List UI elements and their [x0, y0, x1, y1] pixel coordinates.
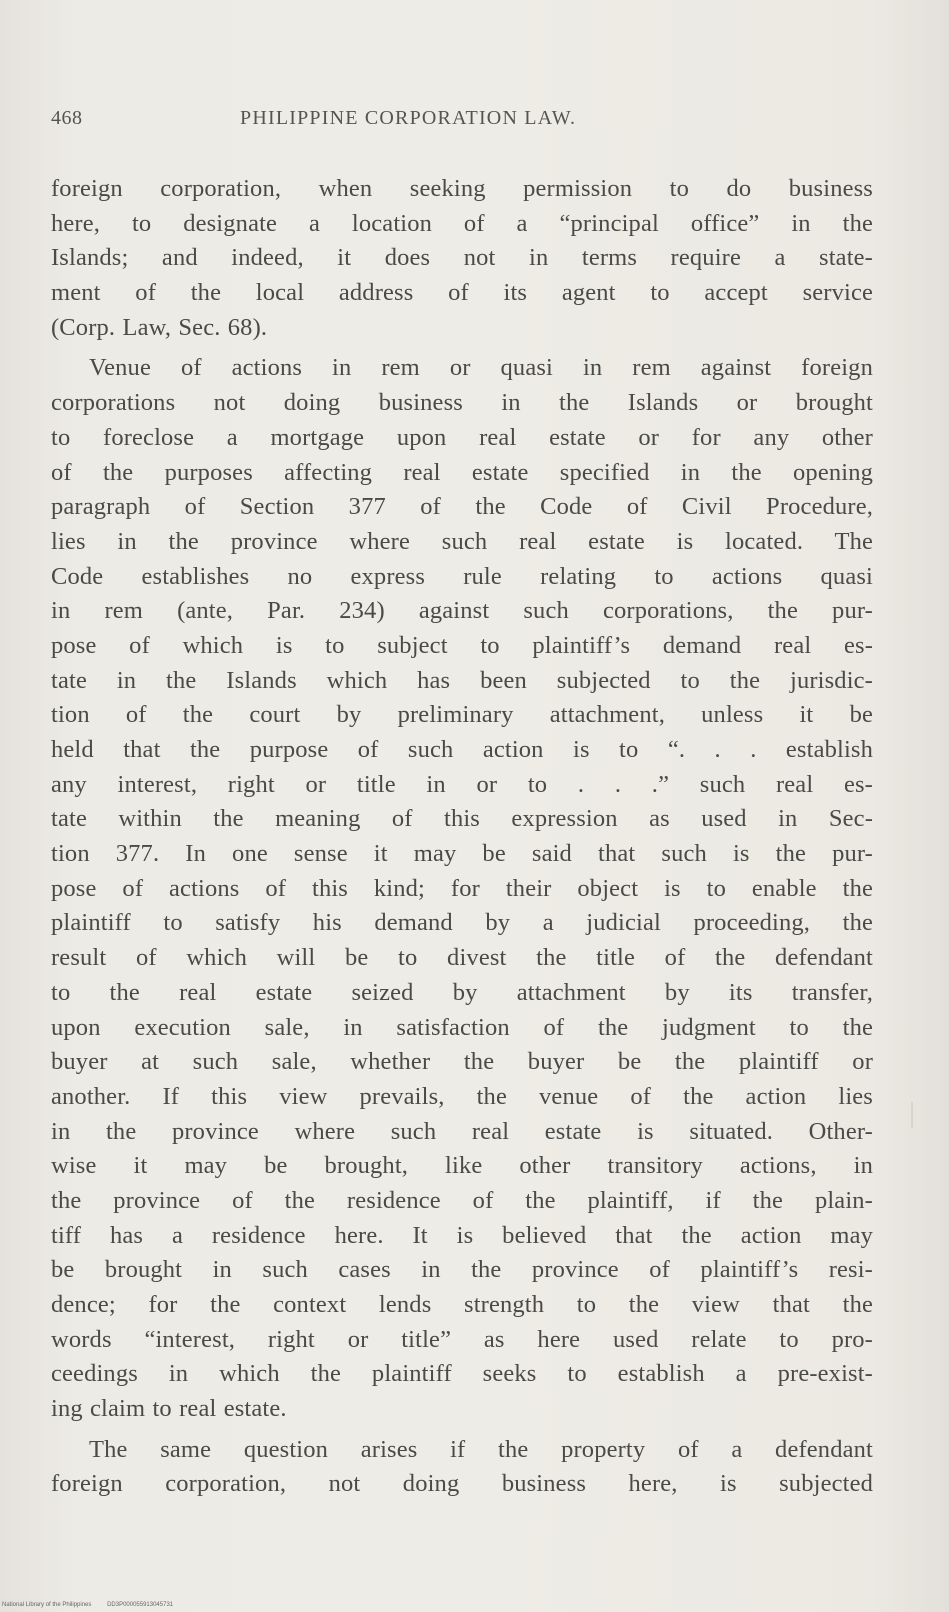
text-line: plaintiff to satisfy his demand by a judicial proceeding, the: [51, 909, 873, 937]
text-line: Venue of actions in rem or quasi in rem against foreign: [89, 354, 873, 382]
text-line: foreign corporation, when seeking permission to do business: [51, 175, 873, 202]
scan-artifact: [911, 1102, 913, 1128]
text-line: upon execution sale, in satisfaction of the judgment to the: [51, 1013, 873, 1041]
text-line: words “interest, right or title” as here used relate to pro-: [51, 1325, 873, 1353]
text-line: here, to designate a location of a “principal office” in the: [51, 209, 873, 237]
text-line: the province of the residence of the plaintiff, if the plain-: [51, 1186, 873, 1214]
text-line: tate in the Islands which has been subjected to the jurisdic-: [51, 666, 873, 694]
page-number: 468: [51, 107, 83, 129]
paragraph-3: [51, 1433, 873, 1502]
text-line: in rem (ante, Par. 234) against such corporations, the pur-: [51, 597, 873, 625]
body-text: [51, 172, 873, 1502]
text-line: Islands; and indeed, it does not in terms require a state-: [51, 244, 873, 272]
text-line: paragraph of Section 377 of the Code of Civil Procedure,: [51, 493, 873, 521]
text-line: tion of the court by preliminary attachment, unless it be: [51, 701, 873, 729]
text-line: dence; for the context lends strength to the view that the: [51, 1291, 873, 1318]
text-line: ceedings in which the plaintiff seeks to establish a pre-exist-: [51, 1360, 873, 1388]
text-line: another. If this view prevails, the venue of the action lies: [51, 1082, 873, 1110]
text-line: to the real estate seized by attachment by its transfer,: [51, 978, 873, 1006]
text-line: Code establishes no express rule relating to actions quasi: [51, 562, 873, 590]
scan-footer: [2, 1602, 187, 1608]
footer-source: National Library of the Philippines: [2, 1602, 92, 1608]
text-line: tiff has a residence here. It is believed that the action may: [51, 1221, 873, 1249]
text-line: foreign corporation, not doing business here, is subjected: [51, 1470, 873, 1498]
running-title: PHILIPPINE CORPORATION LAW.: [240, 107, 577, 129]
text-line: to foreclose a mortgage upon real estate or for any other: [51, 423, 873, 451]
text-line: buyer at such sale, whether the buyer be the plaintiff or: [51, 1048, 873, 1076]
text-line: wise it may be brought, like other transitory actions, in: [51, 1152, 873, 1180]
text-line: ment of the local address of its agent to accept service: [51, 279, 873, 307]
text-line: held that the purpose of such action is to “. . . establish: [51, 736, 873, 763]
text-line: corporations not doing business in the Islands or brought: [51, 389, 873, 417]
text-line: The same question arises if the property of a defendant: [89, 1435, 873, 1463]
text-line: pose of actions of this kind; for their object is to enable the: [51, 874, 873, 902]
text-line: result of which will be to divest the title of the defendant: [51, 944, 873, 972]
text-line: in the province where such real estate is situated. Other-: [51, 1117, 873, 1145]
text-line: (Corp. Law, Sec. 68).: [51, 313, 268, 341]
footer-identifier: DD3P000055913045731: [107, 1602, 174, 1608]
text-line: be brought in such cases in the province of plaintiff’s resi-: [51, 1256, 873, 1284]
paragraph-2: [51, 351, 873, 1426]
paragraph-1: [51, 172, 873, 345]
text-line: any interest, right or title in or to . . .” such real es-: [51, 770, 873, 798]
page-header: [0, 107, 949, 137]
text-line: tate within the meaning of this expression as used in Sec-: [51, 805, 873, 833]
text-line: lies in the province where such real estate is located. The: [51, 527, 873, 555]
text-line: tion 377. In one sense it may be said that such is the pur-: [51, 840, 873, 868]
text-line: pose of which is to subject to plaintiff’s demand real es-: [51, 631, 873, 659]
text-line: ing claim to real estate.: [51, 1395, 287, 1423]
text-line: of the purposes affecting real estate specified in the opening: [51, 458, 873, 486]
